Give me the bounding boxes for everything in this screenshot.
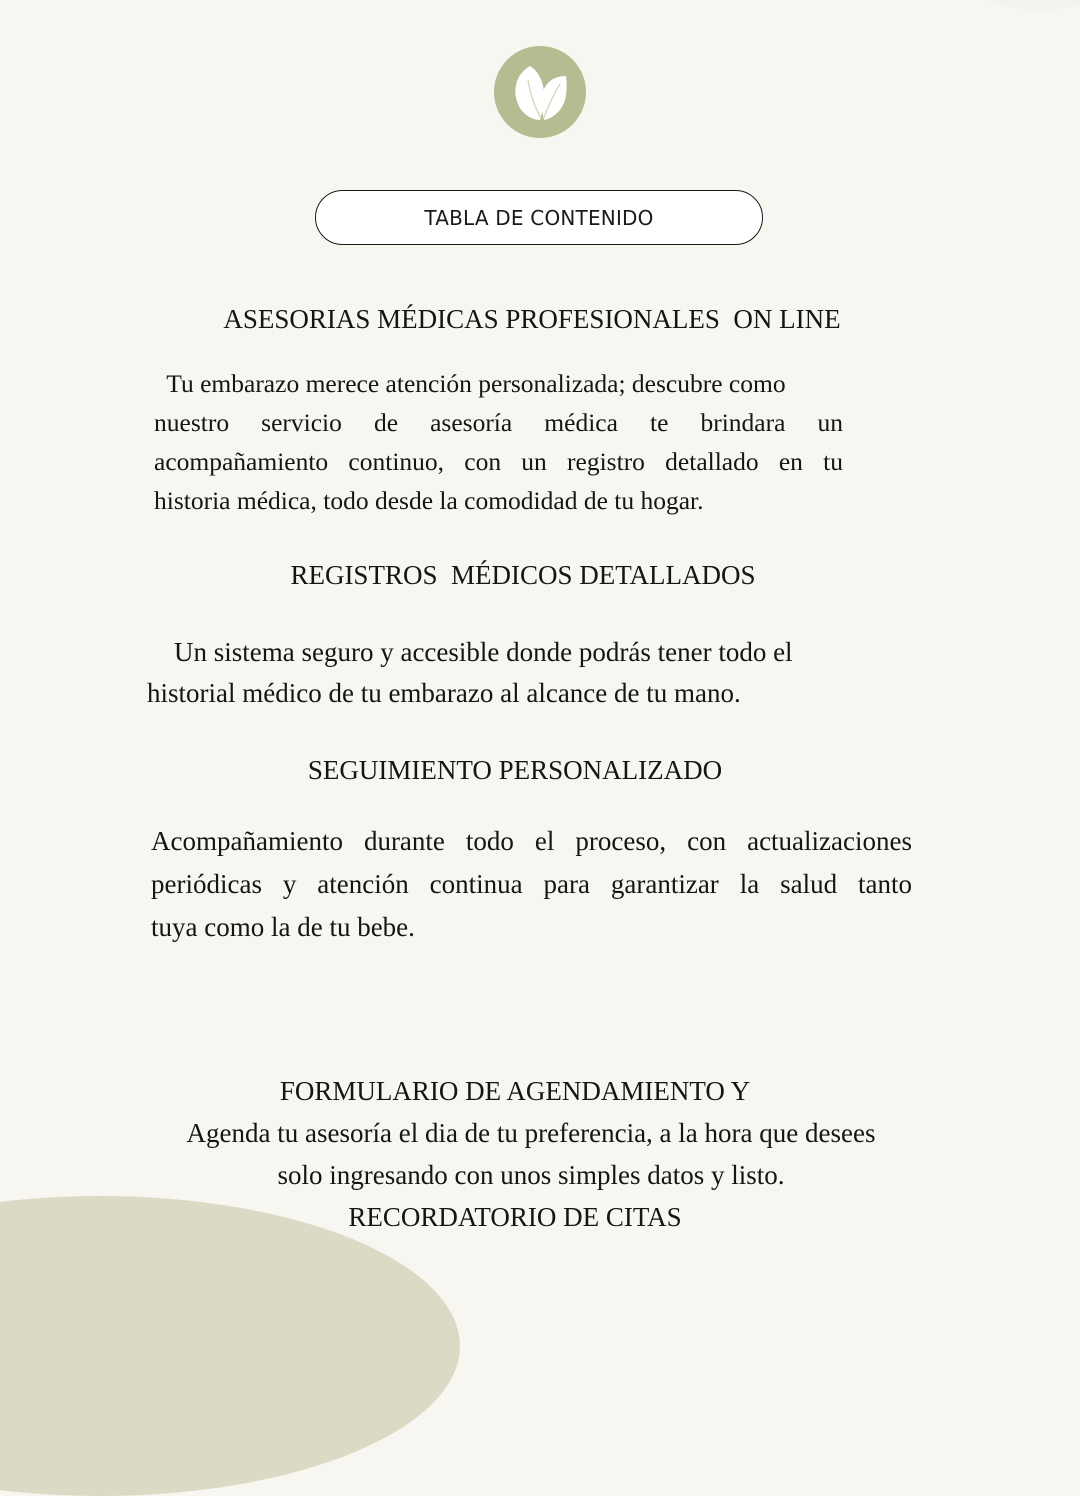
section-body-seguimiento: [151, 820, 912, 949]
section-heading-asesorias: ASESORIAS MÉDICAS PROFESIONALES ON LINE: [223, 304, 841, 334]
table-of-contents-button[interactable]: [315, 190, 763, 245]
body-line: Agenda tu asesoría el dia de tu preferencia, a la hora que desees: [186, 1118, 876, 1148]
body-line: nuestro servicio de asesoría médica te brindara un: [154, 408, 843, 437]
body-line: periódicas y atención continua para garantizar la salud tanto: [151, 869, 912, 899]
logo: [494, 46, 586, 138]
leaf-icon: [508, 60, 572, 124]
body-line: acompañamiento continuo, con un registro detallado en tu: [154, 447, 843, 476]
section-body-registros: [147, 632, 867, 714]
body-line: tuya como la de tu bebe.: [151, 912, 415, 942]
body-line: historia médica, todo desde la comodidad de tu hogar.: [154, 486, 704, 515]
corner-decoration-top-right: [960, 0, 1080, 10]
body-line: Tu embarazo merece atención personalizada; descubre como: [154, 369, 786, 398]
section-heading-seguimiento: SEGUIMIENTO PERSONALIZADO: [307, 755, 723, 785]
table-of-contents-label: TABLA DE CONTENIDO: [424, 205, 654, 230]
body-line: Un sistema seguro y accesible donde podrás tener todo el: [147, 637, 793, 667]
body-line: Acompañamiento durante todo el proceso, con actualizaciones: [151, 826, 912, 856]
heading-line: RECORDATORIO DE CITAS: [348, 1202, 682, 1232]
section-heading-registros: REGISTROS MÉDICOS DETALLADOS: [290, 560, 756, 590]
section-body-asesorias: [154, 364, 843, 520]
body-line: solo ingresando con unos simples datos y listo.: [277, 1160, 785, 1190]
section-body-formulario: [150, 1112, 912, 1196]
body-line: historial médico de tu embarazo al alcance de tu mano.: [147, 678, 741, 708]
heading-line: FORMULARIO DE AGENDAMIENTO Y: [279, 1076, 751, 1106]
